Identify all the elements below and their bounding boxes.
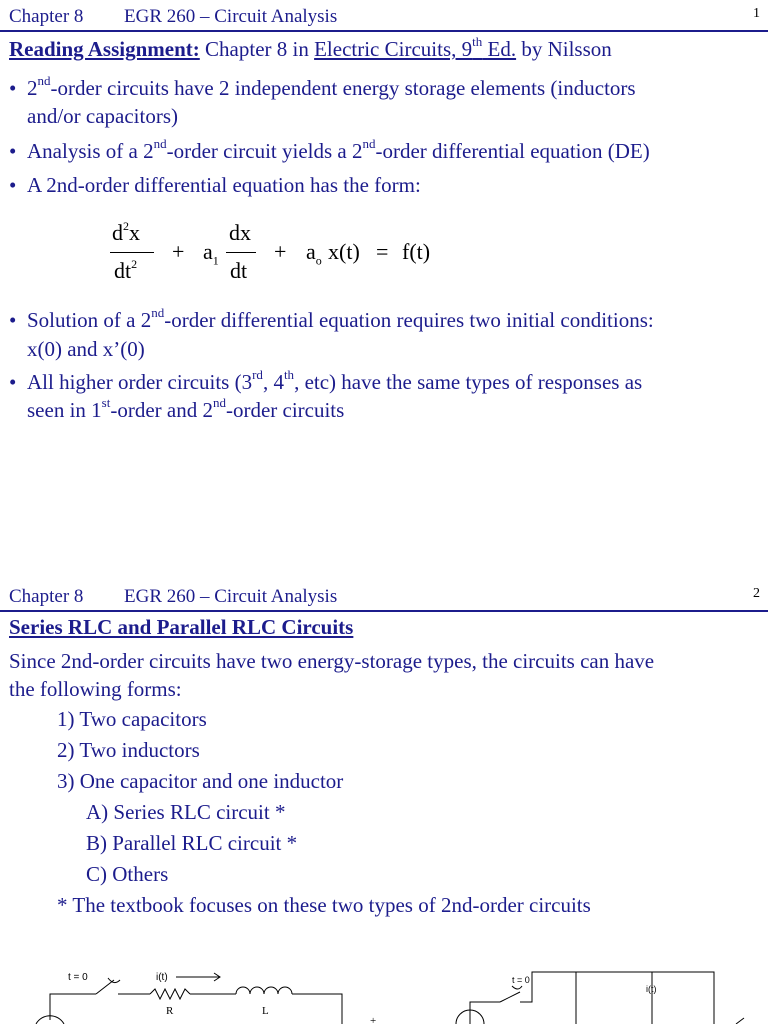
eq-coef-a0: $a_o$ [306,239,322,268]
bullet-1-cont: and/or capacitors) [27,104,179,128]
arrow [736,1018,744,1024]
header-course: EGR 260 – Circuit Analysis [124,6,338,27]
eq-term1-numerator: $d^2x$ [112,219,140,245]
eq-term2-denominator: dt [230,258,248,283]
current-label-2: i(t) [646,984,657,994]
switch-2 [500,992,520,1002]
eq-term2-numerator: dx [229,220,251,245]
sub-list-item: B) Parallel RLC circuit * [86,831,298,855]
bullet-5-cont: seen in 1st-order and 2nd-order circuits [27,395,345,422]
eq-plus-1: + [172,239,185,264]
header-course: EGR 260 – Circuit Analysis [124,586,338,607]
header-divider [0,30,768,32]
list-item: 2) Two inductors [57,738,200,762]
wire [520,972,714,1024]
book-title[interactable]: Electric Circuits, 9th Ed. [314,34,517,61]
polarity-plus: + [370,1015,377,1024]
eq-xt: x(t) [328,239,360,264]
intro-line-2: the following forms: [9,677,182,701]
wire [470,1002,500,1024]
header-chapter: Chapter 8 [9,586,84,607]
eq-equals: = [376,239,389,264]
header-divider [0,610,768,612]
switch-label-2: t = 0 [512,975,530,985]
sub-list-item: A) Series RLC circuit * [86,800,286,824]
parallel-rlc-circuit [456,972,744,1024]
slide-2 [0,580,768,1024]
eq-fraction-bar-1 [110,252,154,253]
bullet-4-cont: x(0) and x’(0) [27,337,145,361]
eq-fraction-bar-2 [226,252,256,253]
eq-rhs: f(t) [402,239,431,264]
slide-1: Chapter 8 EGR 260 – Circuit Analysis 1 Reading Assignment: Chapter 8 in Electric Circuits, 9th Ed. by Nilsson • 2nd-order circuits have 2 independent energy storage elements (inductors and/or capacitors) • Analysis of a 2nd-order circuit yields a 2nd-order differential equation (DE) • A 2nd-order differential equation has the form: $d^2x$ $dt^2$ + $a_1$ dx dt + $a_o$ x(t) = f(t) • Solution of a 2nd-order differential equation requires two initial conditions: x(0) and x’(0) • All higher order circuits (3rd, 4th, etc) have the same types of responses as seen in 1st-order and 2nd-order circuits [0,0,768,512]
switch-arc [512,986,522,989]
inductor-label: L [262,1005,269,1017]
page-number: 2 [753,586,760,601]
wire [50,994,96,1020]
intro-line-1: Since 2nd-order circuits have two energy-storage types, the circuits can have [9,649,655,673]
slide-header [0,580,768,616]
resistor-label: R [166,1005,174,1017]
reading-label: Reading Assignment: [9,37,200,61]
eq-coef-a1: $a_1$ [203,239,219,268]
switch-label-1: t = 0 [68,972,88,983]
eq-plus-2: + [274,239,287,264]
reading-post: by Nilsson [521,37,612,61]
header-chapter: Chapter 8 [9,6,84,27]
footnote: * The textbook focuses on these two types of 2nd-order circuits [57,893,591,917]
inductor [236,987,292,994]
resistor [150,989,190,999]
list-item: 3) One capacitor and one inductor [57,769,344,793]
list-item: 1) Two capacitors [57,707,207,731]
sub-list-item: C) Others [86,862,169,886]
current-label-1: i(t) [156,972,168,983]
eq-term1-denominator: $dt^2$ [114,257,138,283]
reading-pre: Chapter 8 in [205,37,309,61]
slide-title: Series RLC and Parallel RLC Circuits [9,615,354,639]
slide-header [0,0,768,36]
wire [292,994,342,1024]
circuit-diagrams [0,950,768,1024]
page-number: 1 [753,6,760,21]
switch-1 [96,980,114,994]
reading-assignment [9,35,612,64]
